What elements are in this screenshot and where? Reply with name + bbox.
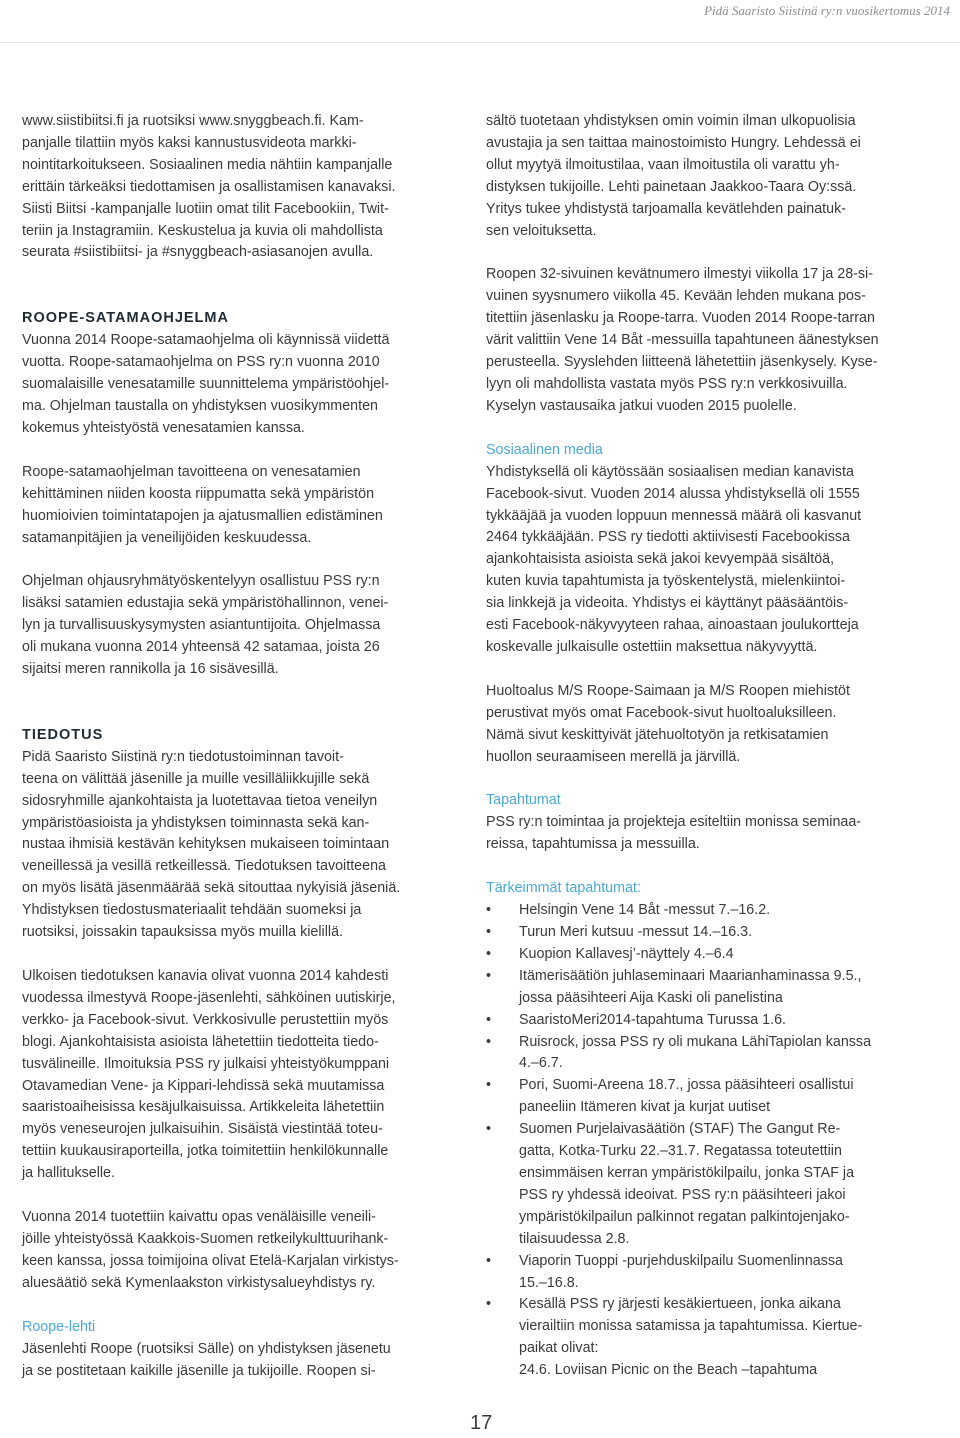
subheading-roope-lehti: Roope-lehti bbox=[22, 1318, 96, 1335]
list-item: • Ruisrock, jossa PSS ry oli mukana LähiTapiolan kanssa 4.–6.7. bbox=[486, 1032, 936, 1076]
left-column bbox=[22, 111, 472, 1382]
subheading-tapahtumat: Tapahtumat bbox=[486, 792, 561, 809]
running-header bbox=[0, 0, 960, 43]
roope-paragraph-2: Roope-satamaohjelman tavoitteena on venesatamien kehittäminen niiden koosta riippumatta sekä ympäristön huomioivien toimintatapojen ja ajatusmallien edistäminen satamanpitäjien ja veneilijöiden keskuudessa. bbox=[22, 463, 383, 546]
social-media-paragraph-2: Huoltoalus M/S Roope-Saimaan ja M/S Roopen miehistöt perustivat myös omat Facebook-sivut huoltoaluksilleen. Nämä sivut keskittyivät jätehuoltotyön ja retkisatamien huollon seuraamiseen merellä ja järvillä. bbox=[486, 682, 850, 765]
roope-issues-paragraph: Roopen 32-sivuinen kevätnumero ilmestyi viikolla 17 ja 28-si- vuinen syysnumero viikolla 45. Kevään lehden mukana pos- titettiin jäsenlasku ja Roope-tarra. Vuoden 2014 Roope-tarran värit valittiin Vene 14 Båt -messuilla tapahtuneen äänestyksen perusteella. Syyslehden liitteenä lähetettiin jäsenkysely. Kyse- lyyn oli mahdollista vastata myös PSS ry:n verkkosivuilla. Kyselyn vastausaika jatkui vuoden 2015 puolelle. bbox=[486, 266, 879, 414]
events-list bbox=[486, 900, 936, 1360]
right-column bbox=[486, 111, 936, 1382]
running-title: Pidä Saaristo Siistinä ry:n vuosikertomus 2014 bbox=[704, 3, 950, 18]
list-item: • Pori, Suomi-Areena 18.7., jossa pääsihteeri osallistui paneeliin Itämeren kivat ja kurjat uutiset bbox=[486, 1075, 936, 1119]
tiedotus-paragraph-3: Vuonna 2014 tuotettiin kaivattu opas venäläisille veneili- jöille yhteistyössä Kaakkois-Suomen retkeilykulttuurihank- keen kanssa, jossa toimijoina olivat Etelä-Karjalan virkistys- aluesäätiö sekä Kymenlaakston virkistysalueyhdistys ry. bbox=[22, 1209, 399, 1291]
subheading-tarkeimmat-tapahtumat: Tärkeimmät tapahtumat: bbox=[486, 880, 641, 897]
tiedotus-paragraph-1: Pidä Saaristo Siistinä ry:n tiedotustoiminnan tavoit- teena on välittää jäsenille ja muille vesilläliikkujille sekä sidosryhmille ajankohtaista ja luotettavaa tietoa veneilyn ympäristöasioista ja yhdistyksen toiminnasta sekä kan- nustaa ihmisiä kestävän kehityksen mukaiseen toimintaan veneillessä ja vesillä retkeillessä. Tiedotuksen tavoitteena on myös lisätä jäsenmäärää sekä sitouttaa nykyisiä jäseniä. Yhdistyksen tiedostusmateriaalit tehdään suomeksi ja ruotsiksi, joissakin tapauksissa myös muilla kielillä. bbox=[22, 748, 401, 941]
list-item: • SaaristoMeri2014-tapahtuma Turussa 1.6. bbox=[486, 1010, 936, 1032]
list-item: • Suomen Purjelaivasäätiön (STAF) The Gangut Re- gatta, Kotka-Turku 22.–31.7. Regatassa toteutettiin ensimmäisen kerran ympäristökilpailu, jonka STAF ja PSS ry yhdessä ideoivat. PSS ry:n pääsihteeri jakoi ympäristökilpailun palkinnot regatan palkintojenjako- tilaisuudessa 2.8. bbox=[486, 1119, 936, 1250]
subheading-sosiaalinen-media: Sosiaalinen media bbox=[486, 441, 603, 458]
list-item: • Itämerisäätiön juhlaseminaari Maarianhaminassa 9.5., jossa pääsihteeri Aija Kaski oli panelistina bbox=[486, 966, 936, 1010]
list-item: • Kuopion Kallavesj’-näyttely 4.–6.4 bbox=[486, 944, 936, 966]
intro-paragraph: www.siistibiitsi.fi ja ruotsiksi www.snyggbeach.fi. Kam- panjalle tilattiin myös kaksi kannustusvideota markki- nointitarkoitukseen. Sosiaalinen media nähtiin kampanjalle erittäin tärkeäksi tiedottamisen ja osallistamisen kanavaksi. Siisti Biitsi -kampanjalle luotiin omat tilit Facebookiin, Twit- teriin ja Instagramiin. Keskustelua ja kuvia oli mahdollista seurata #siistibiitsi- ja #snyggbeach-asiasanojen avulla. bbox=[22, 113, 396, 261]
list-item: • Turun Meri kutsuu -messut 14.–16.3. bbox=[486, 922, 936, 944]
tiedotus-paragraph-2: Ulkoisen tiedotuksen kanavia olivat vuonna 2014 kahdesti vuodessa ilmestyvä Roope-jäsenlehti, sähköinen uutiskirje, verkko- ja Facebook-sivut. Verkkosivulle perustettiin myös blogi. Ajankohtaisista asioista lähetettiin tiedotteita tiedo- tusvälineille. Ilmoituksia PSS ry julkaisi yhteistyökumppani Otavamedian Vene- ja Kippari-lehdissä sekä muutamissa saaristoaiheisissa kesäjulkaisuissa. Artikkeleita lähetettiin myös veneseurojen julkaisuihin. Sisäistä viestintää toteu- tettiin kuukausiraporteilla, jotka toimitettiin henkilökunnalle ja hallitukselle. bbox=[22, 968, 396, 1182]
list-item: • Kesällä PSS ry järjesti kesäkiertueen, jonka aikana vierailtiin monissa satamissa ja tapahtumissa. Kiertue- paikat olivat: bbox=[486, 1294, 936, 1360]
social-media-paragraph-1: Yhdistyksellä oli käytössään sosiaalisen median kanavista Facebook-sivut. Vuoden 2014 alussa yhdistyksellä oli 1555 tykkääjää ja vuoden loppuun mennessä määrä oli kasvanut 2464 tykkääjään. PSS ry tiedotti aktiivisesti Facebookissa ajankohtaisista asioista sekä jakoi kevyempää sisältöä, kuten kuvia tapahtumista ja työskentelystä, mielenkiintoi- sia linkkejä ja videoita. Yhdistys ei käyttänyt pääsääntöis- esti Facebook-näkyvyyteen rahaa, ainoastaan joulukortteja koskevalle julkaisulle ostettiin maksettua näkyvyyttä. bbox=[486, 463, 862, 655]
list-item: • Helsingin Vene 14 Båt -messut 7.–16.2. bbox=[486, 900, 936, 922]
roope-paragraph-3: Ohjelman ohjausryhmätyöskentelyyn osallistuu PSS ry:n lisäksi satamien edustajia sekä ympäristöhallinnon, venei- lyn ja turvallisuuskysymysten asiantuntijoita. Ohjelmassa oli mukana vuonna 2014 yhteensä 42 satamaa, joista 26 sijaitsi meren rannikolla ja 16 sisävesillä. bbox=[22, 573, 389, 678]
roope-paragraph-1: Vuonna 2014 Roope-satamaohjelma oli käynnissä viidettä vuotta. Roope-satamaohjelma on PSS ry:n vuonna 2010 suomalaisille venesatamille suunnittelema ympäristöohjel- ma. Ohjelman taustalla on yhdistyksen vuosikymmenten kokemus yhteistyöstä venesatamien kanssa. bbox=[22, 332, 390, 436]
continued-paragraph: sältö tuotetaan yhdistyksen omin voimin ilman ulkopuolisia avustajia ja sen taittaa mainostoimisto Hungry. Lehdessä ei ollut myytyä ilmoitustilaa, vaan ilmoitustila oli varattu yh- distyksen tukijoille. Lehti painetaan Jaakkoo-Taara Oy:ssä. Yritys tukee yhdistystä tarjoamalla kevätlehden painatuk- sen veloituksetta. bbox=[486, 113, 861, 239]
page-number: 17 bbox=[470, 1412, 493, 1434]
heading-tiedotus: TIEDOTUS bbox=[22, 726, 104, 743]
roope-lehti-paragraph: Jäsenlehti Roope (ruotsiksi Sälle) on yhdistyksen jäsenetu ja se postitetaan kaikille jäsenille ja tukijoille. Roopen si- bbox=[22, 1340, 391, 1379]
events-paragraph: PSS ry:n toimintaa ja projekteja esiteltiin monissa seminaa- reissa, tapahtumissa ja messuilla. bbox=[486, 814, 862, 853]
tour-stop-line: 24.6. Loviisan Picnic on the Beach –tapahtuma bbox=[519, 1362, 818, 1379]
heading-roope-satamaohjelma: ROOPE-SATAMAOHJELMA bbox=[22, 310, 229, 327]
list-item: • Viaporin Tuoppi -purjehduskilpailu Suomenlinnassa 15.–16.8. bbox=[486, 1251, 936, 1295]
